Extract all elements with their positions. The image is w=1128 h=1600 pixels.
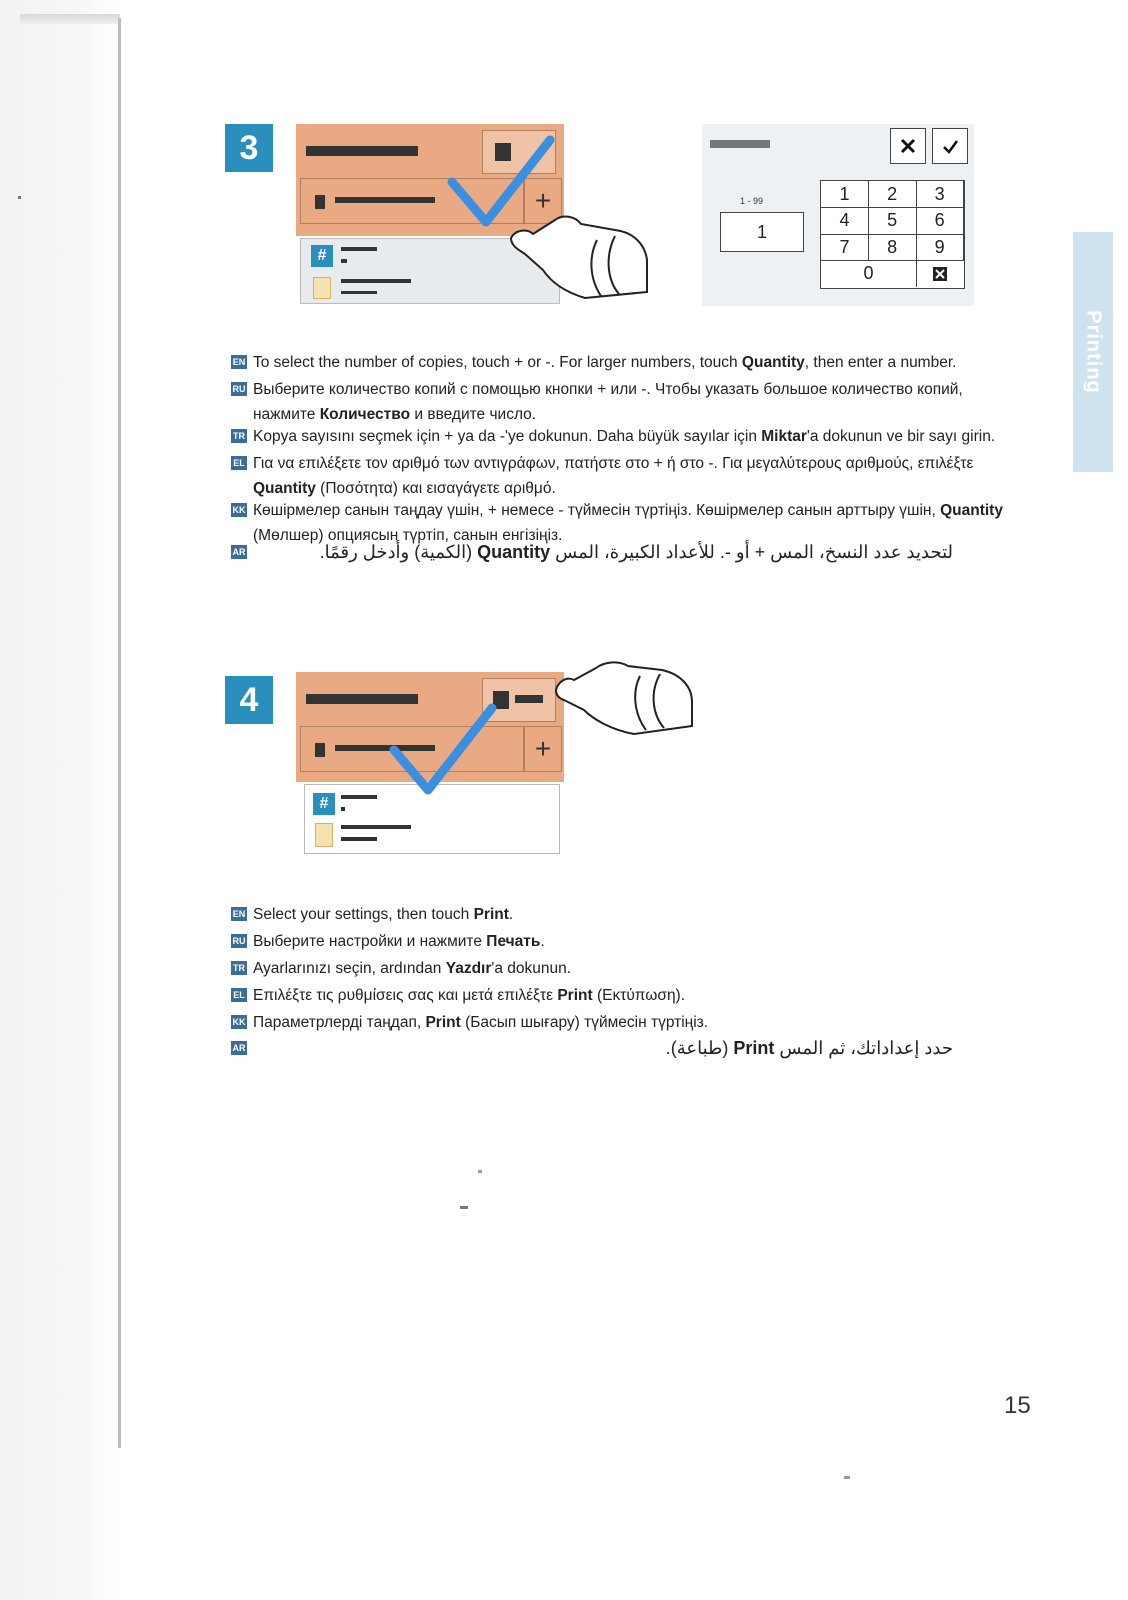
instruction-text: Параметрлерді таңдап, Print (Басып шығару) түймесін түртіңіз. (253, 1014, 709, 1031)
instruction-tr (231, 956, 1023, 981)
instruction-ar (231, 540, 953, 565)
step-number-3: 3 (225, 124, 273, 172)
checkmark-icon (388, 702, 498, 802)
keypad-key-6[interactable]: 6 (916, 208, 964, 235)
paper-icon (315, 823, 333, 847)
list-label-bar-2 (341, 825, 411, 829)
keypad-panel (702, 124, 974, 306)
keypad-key-4[interactable]: 4 (821, 208, 869, 235)
check-icon (941, 137, 959, 155)
keypad-key-1[interactable]: 1 (821, 181, 869, 208)
hash-icon: # (311, 245, 333, 267)
range-label: 1 - 99 (740, 196, 764, 206)
language-badge: KK (231, 503, 247, 517)
scan-speck (18, 196, 21, 199)
list-label-bar (341, 795, 377, 799)
instruction-text: Выберите количество копий с помощью кнопки + или -. Чтобы указать большое количество копий, нажмите Количество и введите число. (253, 381, 963, 423)
quantity-input[interactable]: 1 (720, 212, 804, 252)
document-icon (315, 195, 325, 209)
step4-illustration (296, 672, 564, 854)
list-value-bar-2 (341, 837, 377, 841)
section-tab (1073, 232, 1113, 472)
instruction-text: Выберите настройки и нажмите Печать. (253, 933, 545, 950)
quantity-label-bar (335, 197, 435, 203)
instruction-text: لتحديد عدد النسخ، المس + أو -. للأعداد الكبيرة، المس Quantity (الكمية) وأدخل رقمًا. (319, 542, 953, 562)
hash-icon: # (313, 793, 335, 815)
instruction-ar (231, 1036, 953, 1061)
keypad-key-2[interactable]: 2 (869, 181, 917, 208)
language-badge: RU (231, 934, 247, 948)
instruction-text: Για να επιλέξετε τον αριθμό των αντιγράφων, πατήστε στο + ή στο -. Για μεγαλύτερους αριθμούς, επιλέξτε Quantity (Ποσότητα) και εισαγάγετε αριθμό. (253, 455, 974, 497)
section-tab-label: Printing (1082, 310, 1105, 394)
instruction-ru (231, 377, 1023, 427)
language-badge: AR (231, 545, 247, 559)
scan-edge-top (20, 14, 120, 24)
keypad-key-5[interactable]: 5 (869, 208, 917, 235)
language-badge: EL (231, 988, 247, 1002)
instruction-kk (231, 1010, 1023, 1035)
clear-key[interactable] (916, 261, 963, 287)
list-label-bar-2 (341, 279, 411, 283)
language-badge: TR (231, 429, 247, 443)
keypad-key-7[interactable]: 7 (821, 234, 869, 261)
language-badge: EN (231, 355, 247, 369)
ok-button[interactable] (932, 128, 968, 164)
keypad-key-9[interactable]: 9 (916, 234, 964, 261)
instruction-text: حدد إعداداتك، ثم المس Print (طباعة). (665, 1038, 953, 1058)
step-number-4: 4 (225, 676, 273, 724)
instruction-ru (231, 929, 1023, 954)
language-badge: AR (231, 1041, 247, 1055)
list-value-bar-2 (341, 291, 377, 294)
hand-pointer-icon (550, 640, 700, 740)
scan-speck (478, 1170, 482, 1173)
language-badge: KK (231, 1015, 247, 1029)
paper-icon (313, 277, 331, 299)
list-label-bar (341, 247, 377, 251)
instruction-text: Ayarlarınızı seçin, ardından Yazdır'a dokunun. (253, 960, 572, 977)
plus-button[interactable]: + (524, 726, 562, 772)
language-badge: TR (231, 961, 247, 975)
plus-button[interactable]: + (524, 178, 562, 224)
numeric-keypad (820, 180, 965, 289)
list-value-bar (341, 807, 345, 811)
hand-pointer-icon (505, 200, 655, 310)
panel-title-bar (306, 146, 418, 156)
cancel-button[interactable] (890, 128, 926, 164)
keypad-key-8[interactable]: 8 (869, 234, 917, 261)
keypad-key-3[interactable]: 3 (916, 181, 964, 208)
instruction-text: Көшірмелер санын таңдау үшін, + немесе - түймесін түртіңіз. Көшірмелер санын арттыру үшін, Quantity (Мөлшер) опциясын түртіп, санын енгізіңіз. (253, 502, 1003, 544)
clear-key-icon (932, 266, 948, 282)
document-icon (315, 743, 325, 757)
scan-speck (460, 1206, 468, 1209)
scan-edge (0, 0, 120, 1600)
language-badge: EL (231, 456, 247, 470)
instruction-el (231, 983, 1023, 1008)
list-value-bar (341, 259, 347, 263)
instruction-text: Επιλέξτε τις ρυθμίσεις σας και μετά επιλέξτε Print (Εκτύπωση). (253, 987, 686, 1004)
instruction-en (231, 350, 1023, 375)
instruction-tr (231, 424, 1023, 449)
language-badge: EN (231, 907, 247, 921)
language-badge: RU (231, 382, 247, 396)
scan-speck (844, 1476, 850, 1479)
instruction-text: Select your settings, then touch Print. (253, 906, 514, 923)
instruction-en (231, 902, 1023, 927)
instruction-text: Kopya sayısını seçmek için + ya da -'ye dokunun. Daha büyük sayılar için Miktar'a dokunun ve bir sayı girin. (253, 428, 996, 445)
page-number: 15 (1004, 1392, 1031, 1419)
print-label-bar (515, 695, 543, 703)
scan-binding-line (118, 18, 121, 1448)
instruction-text: To select the number of copies, touch + or -. For larger numbers, touch Quantity, then enter a number. (253, 354, 957, 371)
instruction-el (231, 451, 1023, 501)
close-icon (899, 137, 917, 155)
keypad-key-0[interactable]: 0 (821, 261, 917, 287)
keypad-title-bar (710, 140, 770, 148)
